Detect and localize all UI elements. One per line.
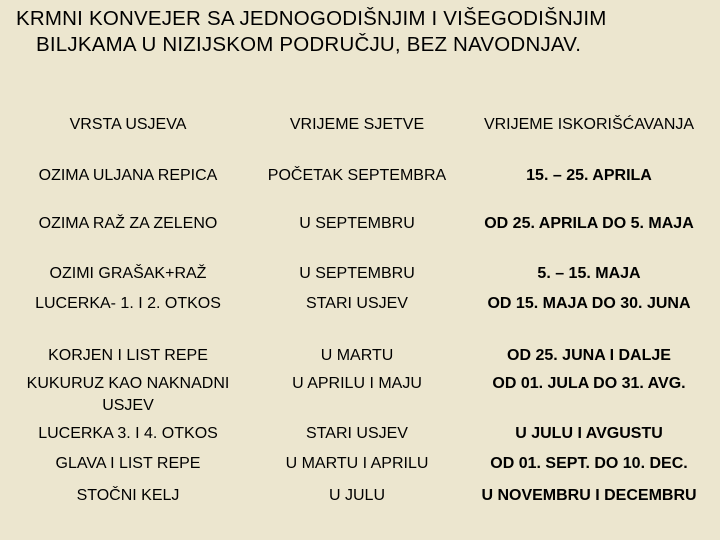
- sowing-time-cell: U JULU: [328, 487, 385, 504]
- sowing-time-cell: STARI USJEV: [306, 295, 408, 312]
- table-row: [0, 480, 720, 528]
- title-line-2: BILJKAMA U NIZIJSKOM PODRUČJU, BEZ NAVODNJAV.: [36, 33, 582, 56]
- usage-time-cell: OD 01. JULA DO 31. AVG.: [492, 375, 686, 392]
- table-row: [0, 160, 720, 208]
- sowing-time-cell: U MARTU I APRILU: [285, 455, 429, 472]
- sowing-time-cell: U SEPTEMBRU: [299, 215, 415, 232]
- crop-cell: LUCERKA 3. I 4. OTKOS: [38, 425, 218, 442]
- crop-cell: OZIMI GRAŠAK+RAŽ: [49, 265, 207, 282]
- crop-cell: KORJEN I LIST REPE: [48, 347, 208, 364]
- sowing-time-cell: STARI USJEV: [306, 425, 408, 442]
- title-line-1: KRMNI KONVEJER SA JEDNOGODIŠNJIM I VIŠEGODIŠNJIM: [16, 7, 607, 30]
- sowing-time-cell: U APRILU I MAJU: [292, 375, 422, 392]
- crop-schedule-table: [0, 108, 720, 528]
- table-row: [0, 288, 720, 340]
- sowing-time-cell: U MARTU: [320, 347, 394, 364]
- usage-time-cell: U NOVEMBRU I DECEMBRU: [481, 487, 697, 504]
- column-header-usage-time: VRIJEME ISKORIŠĆAVANJA: [483, 116, 695, 133]
- usage-time-cell: OD 15. MAJA DO 30. JUNA: [487, 295, 691, 312]
- table-row: [0, 258, 720, 288]
- table-row: [0, 448, 720, 480]
- crop-cell: KUKURUZ KAO NAKNADNI USJEV: [26, 375, 230, 414]
- usage-time-cell: U JULU I AVGUSTU: [515, 425, 663, 442]
- table-row: [0, 368, 720, 418]
- table-row: [0, 208, 720, 258]
- crop-cell: GLAVA I LIST REPE: [55, 455, 201, 472]
- crop-cell: STOČNI KELJ: [76, 487, 180, 504]
- column-header-crop: VRSTA USJEVA: [69, 116, 187, 133]
- usage-time-cell: 5. – 15. MAJA: [537, 265, 641, 282]
- sowing-time-cell: POČETAK SEPTEMBRA: [267, 167, 447, 184]
- table-row: [0, 340, 720, 368]
- table-row: [0, 418, 720, 448]
- column-header-sowing-time: VRIJEME SJETVE: [289, 116, 425, 133]
- usage-time-cell: 15. – 25. APRILA: [526, 167, 652, 184]
- crop-cell: OZIMA RAŽ ZA ZELENO: [38, 215, 218, 232]
- usage-time-cell: OD 01. SEPT. DO 10. DEC.: [490, 455, 688, 472]
- table-header-row: [0, 108, 720, 160]
- crop-cell: LUCERKA- 1. I 2. OTKOS: [35, 295, 221, 312]
- usage-time-cell: OD 25. JUNA I DALJE: [507, 347, 671, 364]
- sowing-time-cell: U SEPTEMBRU: [299, 265, 415, 282]
- page-title: [0, 6, 720, 58]
- crop-cell: OZIMA ULJANA REPICA: [38, 167, 218, 184]
- usage-time-cell: OD 25. APRILA DO 5. MAJA: [484, 215, 694, 232]
